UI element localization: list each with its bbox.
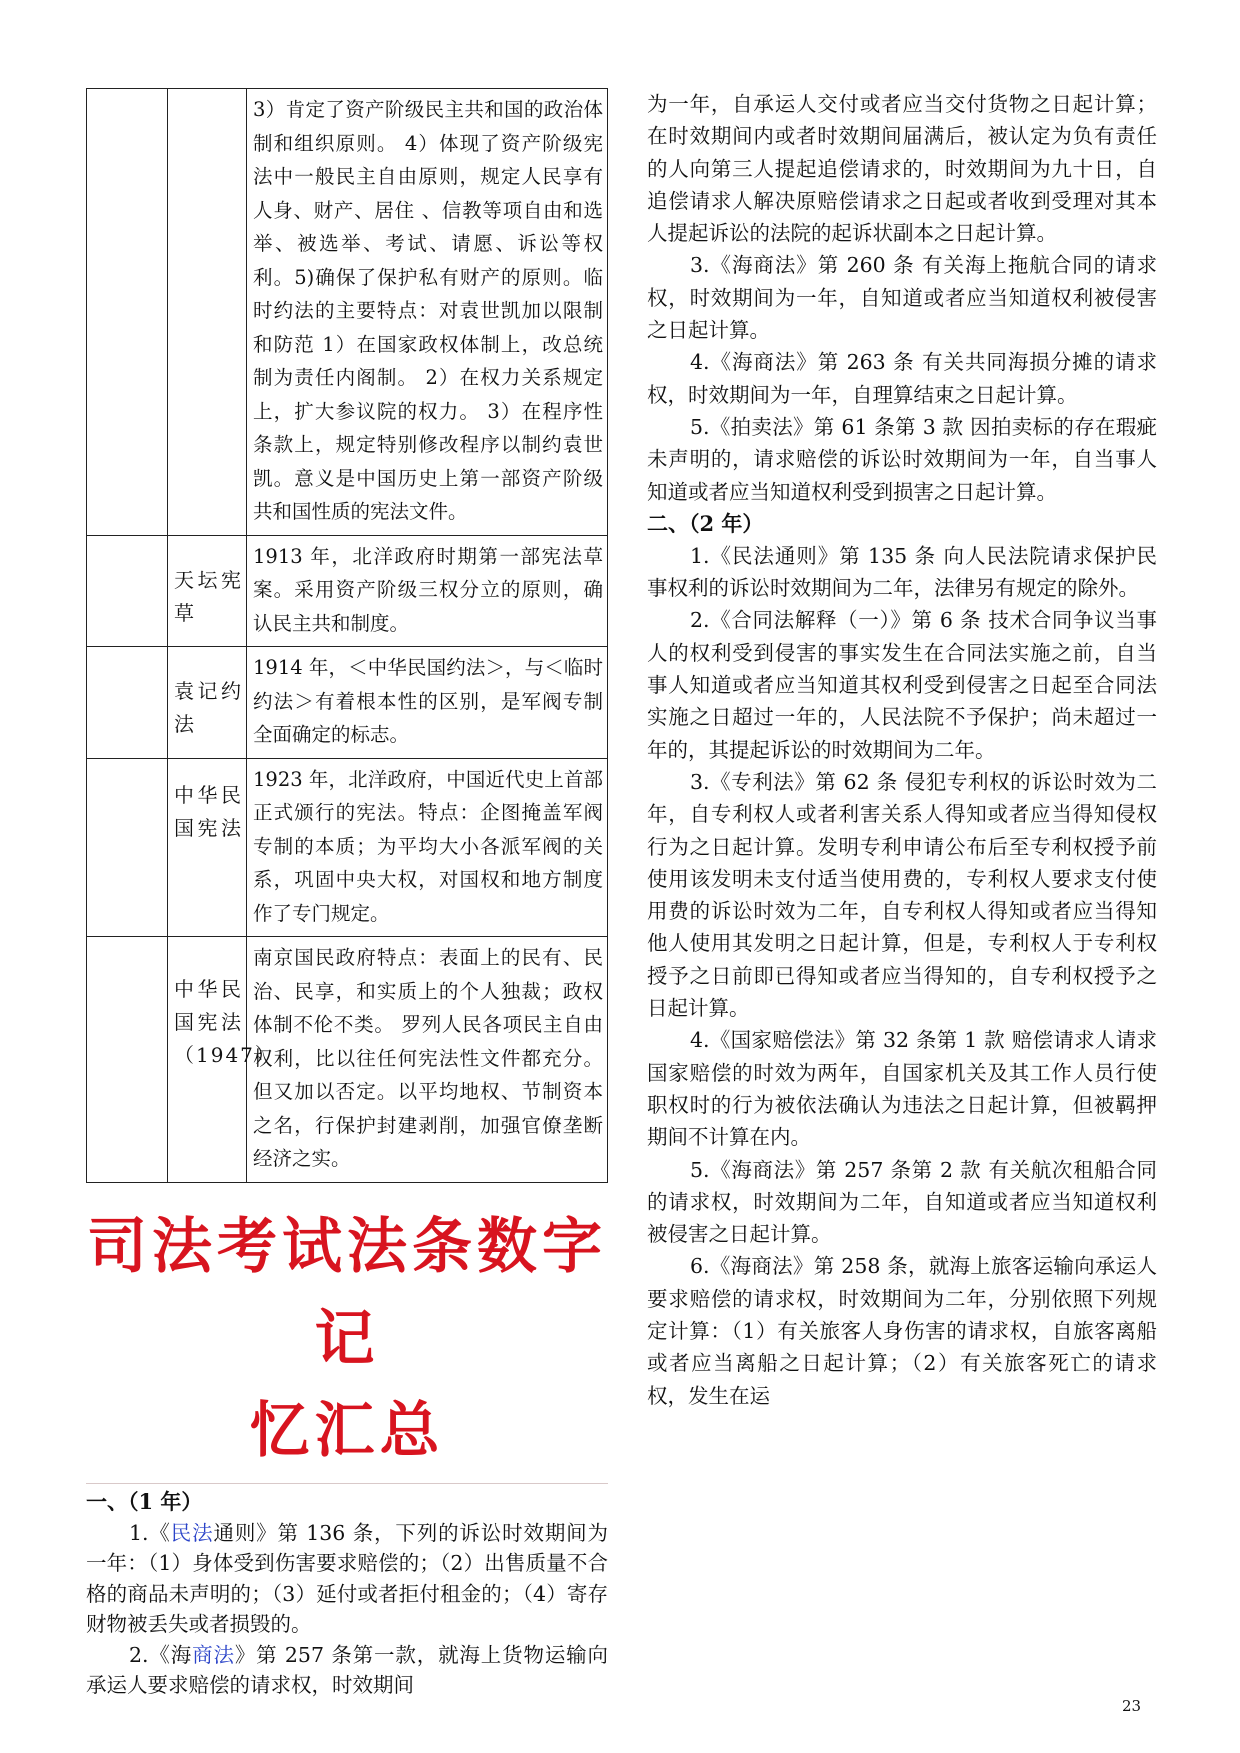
section-heading: 二、（2 年） (647, 510, 764, 536)
table-cell (87, 937, 168, 1183)
paragraph: 4.《海商法》第 263 条 有关共同海损分摊的请求权，时效期间为一年，自理算结束之日起计算。 (647, 350, 1157, 407)
paragraph: 3.《海商法》第 260 条 有关海上拖航合同的请求权，时效期间为一年，自知道或者应当知道权利被侵害之日起计算。 (647, 253, 1157, 343)
paragraph: 3.《专利法》第 62 条 侵犯专利权的诉讼时效为二年，自专利权人或者利害关系人得知或者应当得知侵权行为之日起计算。发明专利申请公布后至专利权授予前使用该发明未支付适当使用费的，专利权人要求支付使用费的诉讼时效为二年，自专利权人得知或者应当得知他人使用其发明之日起计算，但是，专利权人于专利权授予之日前即已得知或者应当得知的，自专利权授予之日起计算。 (647, 769, 1157, 1021)
table-cell: 天坛宪草 (168, 535, 247, 647)
table-row (87, 89, 608, 536)
table-cell: 1914 年，＜中华民国约法＞，与＜临时约法＞有着根本性的区别，是军阀专制全面确定的标志。 (247, 647, 608, 759)
table-cell: 中华民国宪法 (168, 758, 247, 937)
table-cell: 3）肯定了资产阶级民主共和国的政治体制和组织原则。 4）体现了资产阶级宪法中一般民主自由原则，规定人民享有人身、财产、居住 、信教等项自由和选举、被选举、考试、请愿、诉讼等权利。5)确保了保护私有财产的原则。临时约法的主要特点：对袁世凯加以限制和防范 1）在国家政权体制上，改总统制为责任内阁制。 2）在权力关系规定上，扩大参议院的权力。 3）在程序性条款上，规定特别修改程序以制约袁世凯。意义是中国历史上第一部资产阶级共和国性质的宪法文件。 (247, 89, 608, 536)
table-cell: 中华民国宪法（1947） (168, 937, 247, 1183)
title-divider (86, 1483, 608, 1484)
paragraph: 5.《拍卖法》第 61 条第 3 款 因拍卖标的存在瑕疵未声明的，请求赔偿的诉讼时效期间为一年，自当事人知道或者应当知道权利受到损害之日起计算。 (647, 414, 1157, 504)
page-number: 23 (1122, 1697, 1142, 1715)
table-cell: 1913 年，北洋政府时期第一部宪法草案。采用资产阶级三权分立的原则，确认民主共和制度。 (247, 535, 608, 647)
paragraph: 2.《合同法解释（一）》第 6 条 技术合同争议当事人的权利受到侵害的事实发生在合同法实施之前，自当事人知道或者应当知道其权利受到侵害之日起至合同法实施之日超过一年的，人民法院不予保护；尚未超过一年的，其提起诉讼的时效期间为二年。 (647, 608, 1157, 762)
left-column (86, 88, 608, 1701)
paragraph: 6.《海商法》第 258 条，就海上旅客运输向承运人要求赔偿的请求权，时效期间为二年，分别依照下列规定计算：（1）有关旅客人身伤害的请求权，自旅客离船或者应当离船之日起计算；（2）有关旅客死亡的请求权，发生在运 (647, 1254, 1157, 1408)
table-cell: 袁记约法 (168, 647, 247, 759)
title-line: 司法考试法条数字记 (87, 1211, 607, 1374)
table-cell (87, 535, 168, 647)
text-span: 1.《 (129, 1520, 171, 1545)
table-cell (87, 89, 168, 536)
right-column (647, 88, 1157, 1412)
table-cell: 南京国民政府特点：表面上的民有、民治、民享，和实质上的个人独裁；政权体制不伦不类。 罗列人民各项民主自由权利，比以往任何宪法性文件都充分。但又加以否定。以平均地权、节制资本之名，行保护封建剥削，加强官僚垄断经济之实。 (247, 937, 608, 1183)
law-link[interactable]: 商法 (192, 1642, 235, 1667)
paragraph: 5.《海商法》第 257 条第 2 款 有关航次租船合同的请求权，时效期间为二年，自知道或者应当知道权利被侵害之日起计算。 (647, 1157, 1157, 1247)
table-row (87, 937, 608, 1183)
paragraph: 为一年，自承运人交付或者应当交付货物之日起计算；在时效期间内或者时效期间届满后，被认定为负有责任的人向第三人提起追偿请求的，时效期间为九十日，自追偿请求人解决原赔偿请求之日起或者收到受理对其本人提起诉讼的法院的起诉状副本之日起计算。 (647, 92, 1157, 246)
table-cell (168, 89, 247, 536)
constitution-history-table (86, 88, 608, 1183)
title-line: 忆汇总 (249, 1395, 445, 1466)
table-cell (87, 647, 168, 759)
paragraph: 4.《国家赔偿法》第 32 条第 1 款 赔偿请求人请求国家赔偿的时效为两年，自国家机关及其工作人员行使职权时的行为被依法确认为违法之日起计算，但被羁押期间不计算在内。 (647, 1028, 1157, 1150)
paragraph: 1.《民法通则》第 135 条 向人民法院请求保护民事权利的诉讼时效期间为二年，法律另有规定的除外。 (647, 543, 1157, 601)
table-row (87, 535, 608, 647)
table-cell: 1923 年，北洋政府，中国近代史上首部正式颁行的宪法。特点：企图掩盖军阀专制的本质；为平均大小各派军阀的关系，巩固中央大权，对国权和地方制度作了专门规定。 (247, 758, 608, 937)
section-heading: 一、（1 年） (86, 1488, 203, 1514)
table-row (87, 647, 608, 759)
text-span: 》第 257 条第一款，就海上货物运输向承运人要求赔偿的请求权，时效期间 (86, 1642, 609, 1698)
table-row (87, 758, 608, 937)
text-span: 2.《海 (129, 1642, 193, 1667)
paragraph (86, 1518, 608, 1640)
law-link[interactable]: 民法 (170, 1520, 214, 1545)
table-cell (87, 758, 168, 937)
document-title (86, 1201, 608, 1477)
paragraph (86, 1640, 608, 1701)
text-span: 通则》第 136 条，下列的诉讼时效期间为一年：（1）身体受到伤害要求赔偿的；（2）出售质量不合格的商品未声明的；（3）延付或者拒付租金的；（4）寄存财物被丢失或者损毁的。 (86, 1520, 609, 1637)
